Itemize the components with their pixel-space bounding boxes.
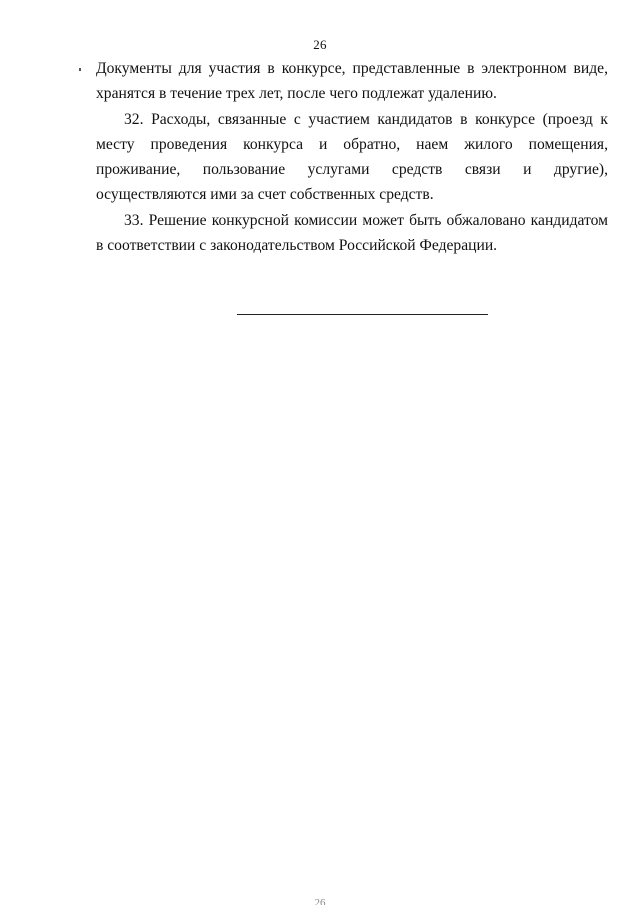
document-body: [96, 56, 608, 258]
end-of-document-rule: [237, 314, 488, 315]
paragraph-documents-storage: Документы для участия в конкурсе, представленные в электронном виде, хранятся в течение трех лет, после чего подлежат удалению.: [96, 60, 608, 103]
page-number: 26: [313, 37, 327, 52]
margin-mark: [79, 68, 81, 71]
paragraph-32-expenses: 32. Расходы, связанные с участием кандидатов в конкурсе (проезд к месту проведения конкурса и обратно, наем жилого помещения, проживание, пользование услугами средств связи и другие), осуществляются ими за счет собственных средств.: [96, 110, 608, 204]
paragraph-33-appeal: 33. Решение конкурсной комиссии может быть обжаловано кандидатом в соответствии с законодательством Российской Федерации.: [96, 211, 608, 255]
next-page-number-bleed: 26: [314, 897, 326, 905]
